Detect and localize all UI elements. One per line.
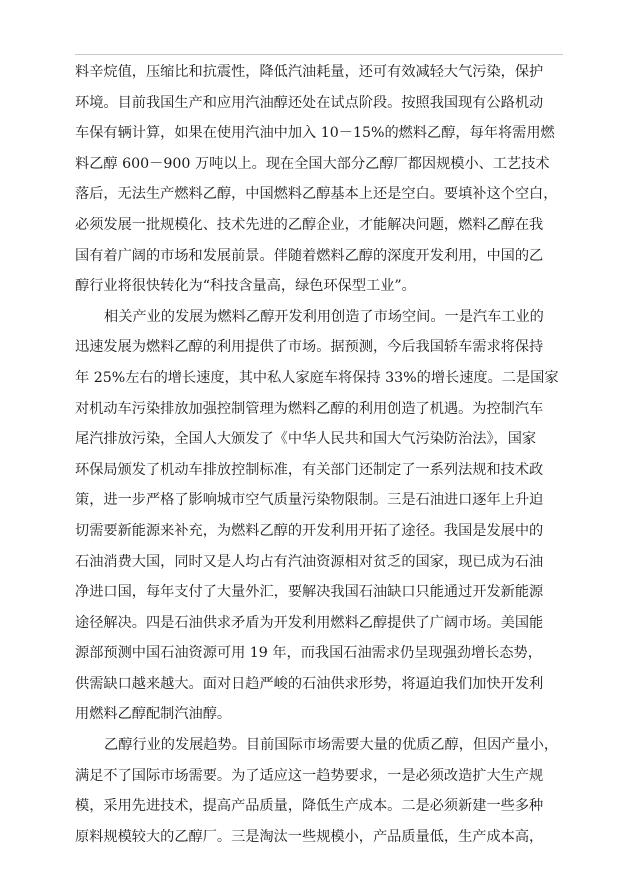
paragraph-start-line: 相关产业的发展为燃料乙醇开发利用创造了市场空间。一是汽车工业的: [104, 308, 544, 325]
text-line: 对机动车污染排放加强控制管理为燃料乙醇的利用创造了机遇。为控制汽车: [75, 400, 544, 417]
text-line: 供需缺口越来越大。面对日趋严峻的石油供求形势，将逼迫我们加快开发利: [75, 675, 544, 692]
text-line: 切需要新能源来补充，为燃料乙醇的开发利用开拓了途径。我国是发展中的: [75, 522, 544, 539]
text-line: 环保局颁发了机动车排放控制标准，有关部门还制定了一系列法规和技术政: [75, 461, 544, 478]
paragraph-start-line: 乙醇行业的发展趋势。目前国际市场需要大量的优质乙醇，但因产量小，: [104, 737, 559, 754]
text-line: 车保有辆计算，如果在使用汽油中加入 10－15%的燃料乙醇，每年将需用燃: [75, 125, 555, 142]
text-line: 年 25%左右的增长速度，其中私人家庭车将保持 33%的增长速度。二是国家: [75, 369, 559, 386]
text-line: 醇行业将很快转化为“科技含量高，绿色环保型工业”。: [75, 278, 416, 295]
text-line: 用燃料乙醇配制汽油醇。: [75, 706, 232, 723]
text-line: 满足不了国际市场需要。为了适应这一趋势要求，一是必须改造扩大生产规: [75, 767, 544, 784]
text-line: 必须发展一批规模化、技术先进的乙醇企业，才能解决问题，燃料乙醇在我: [75, 216, 544, 233]
text-line: 模，采用先进技术，提高产品质量，降低生产成本。二是必须新建一些多种: [75, 798, 544, 815]
text-line: 原料规模较大的乙醇厂。三是淘汰一些规模小，产品质量低，生产成本高，: [75, 828, 544, 845]
text-line: 料乙醇 600－900 万吨以上。现在全国大部分乙醇厂都因规模小、工艺技术: [75, 155, 550, 172]
text-line: 策，进一步严格了影响城市空气质量污染物限制。三是石油进口逐年上升迫: [75, 492, 544, 509]
text-line: 国有着广阔的市场和发展前景。伴随着燃料乙醇的深度开发利用，中国的乙: [75, 247, 544, 264]
text-line: 迅速发展为燃料乙醇的利用提供了市场。据预测，今后我国轿车需求将保持: [75, 339, 544, 356]
text-line: 料辛烷值，压缩比和抗震性，降低汽油耗量，还可有效减轻大气污染，保护: [75, 64, 544, 80]
text-line: 落后，无法生产燃料乙醇，中国燃料乙醇基本上还是空白。要填补这个空白，: [75, 186, 558, 203]
header-rule: [75, 54, 563, 55]
text-line: 环境。目前我国生产和应用汽油醇还处在试点阶段。按照我国现有公路机动: [75, 94, 544, 111]
text-line: 净进口国，每年支付了大量外汇，要解决我国石油缺口只能通过开发新能源: [75, 584, 544, 601]
text-line: 尾汽排放污染，全国人大颁发了《中华人民共和国大气污染防治法》，国家: [75, 431, 537, 448]
text-line: 途径解决。四是石油供求矛盾为开发利用燃料乙醇提供了广阔市场。美国能: [75, 614, 544, 631]
document-body: [75, 57, 575, 852]
text-line: 石油消费大国，同时又是人均占有汽油资源相对贫乏的国家，现已成为石油: [75, 553, 544, 570]
text-line: 源部预测中国石油资源可用 19 年，而我国石油需求仍呈现强劲增长态势，: [75, 645, 542, 662]
